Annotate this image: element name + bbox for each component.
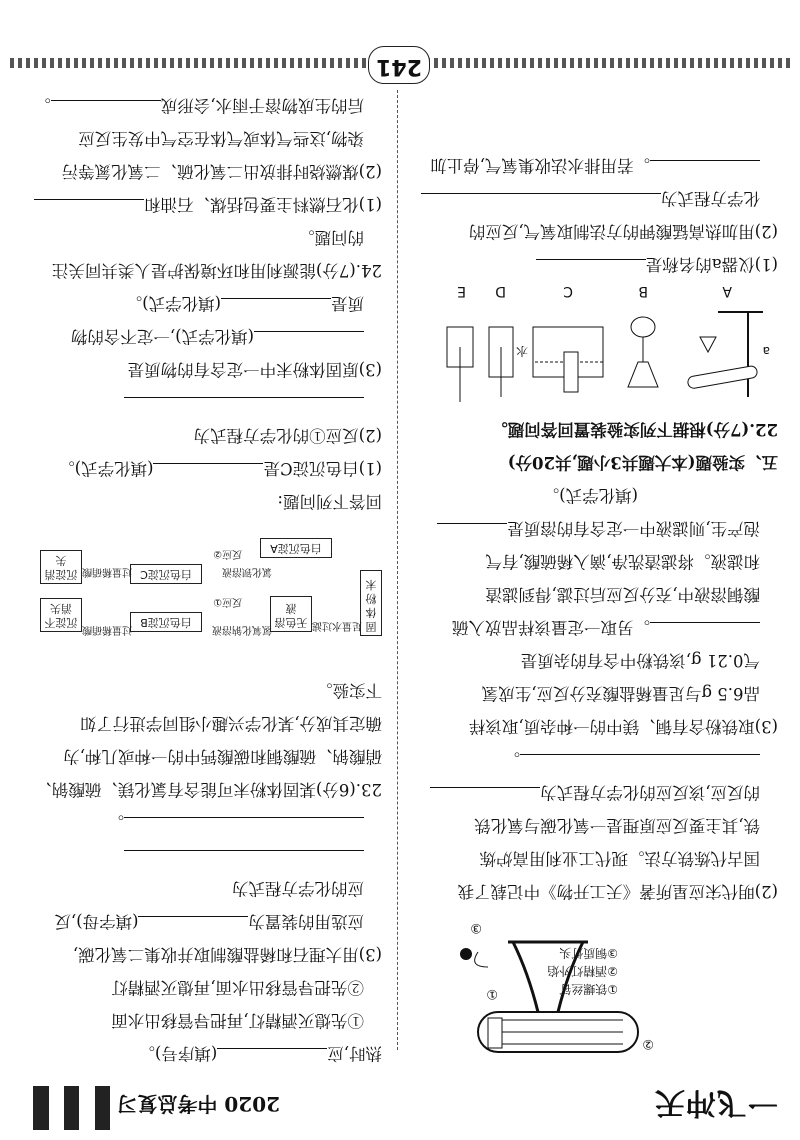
answer-blank[interactable] <box>217 1048 327 1067</box>
text-line: (2)明代宋应星所著《天工开物》中记载了我 <box>457 882 778 901</box>
text-line <box>410 182 778 215</box>
apparatus-label: E <box>457 283 466 299</box>
answer-blank[interactable] <box>51 100 161 119</box>
flowchart <box>22 526 382 666</box>
text-span: (填字母),反 <box>54 912 139 931</box>
flow-step: 过量稀硝酸 <box>82 624 132 635</box>
lamp-legend-item: ②酒精灯外焰 <box>547 964 618 978</box>
text-span: 。另取一定量该样品放入硫 <box>452 618 650 637</box>
answer-blank[interactable] <box>520 754 760 773</box>
text-line: 国古代炼铁方法。现代工业利用高炉炼 <box>479 849 760 868</box>
text-line <box>20 1037 382 1070</box>
text-line <box>20 320 382 353</box>
edition-label: 2020 中考总复习 <box>117 1092 280 1116</box>
text-line: 硝酸钠、硫酸铜和碳酸钙中的一种或几种,为 <box>63 747 382 766</box>
text-line <box>410 743 778 776</box>
text-line: 酸铜溶液中,充分反应后过滤,得到滤渣 <box>485 585 760 604</box>
text-span: (1)化石燃料主要包括煤、石油和 <box>144 195 382 214</box>
text-span: 。若用排水法收集氧气,停止加 <box>430 156 650 175</box>
page-header <box>0 1070 800 1140</box>
text-line: 确定其成分,某化学兴趣小组同学进行了如 <box>79 714 382 733</box>
apparatus-label: C <box>563 283 573 299</box>
text-span: 化学方程式为 <box>661 189 760 208</box>
text-line <box>20 806 382 839</box>
text-line: (2)煤燃烧时排放出二氧化硫、二氧化氮等污 <box>61 162 382 181</box>
flow-box: 无色溶液 <box>270 596 312 632</box>
text-line: (3)原固体粉末中一定含有的物质是 <box>127 360 382 379</box>
text-span: 应的化学方程式为 <box>232 879 364 898</box>
text-line <box>410 611 778 644</box>
text-line: 染物,这些气体或气体在空气中发生反应 <box>78 129 364 148</box>
section-title: 五、实验题(本大题共3小题,共20分) <box>507 453 778 472</box>
text-span: 。 <box>107 813 124 832</box>
page-footer <box>0 48 800 78</box>
text-line <box>20 287 382 320</box>
flow-box: 沉淀不消失 <box>40 598 82 632</box>
flow-step: 足量水过滤 <box>312 620 362 631</box>
text-line: ①先熄灭酒精灯,再把导管移出水面 <box>111 1011 364 1030</box>
answer-blank[interactable] <box>124 817 364 836</box>
text-span: (填化学式),一定不含的物 <box>70 327 254 346</box>
flow-step: 氯化钡溶液 <box>222 566 272 577</box>
apparatus-drawing <box>438 307 778 407</box>
lamp-legend <box>547 944 618 998</box>
answer-blank[interactable] <box>154 463 264 482</box>
text-span: (1)仪器a的名称是 <box>645 255 778 274</box>
column-divider <box>397 90 398 1050</box>
apparatus-label: A <box>722 283 732 299</box>
text-span: (填序号)。 <box>138 1044 218 1063</box>
text-span: 后的生成物溶于雨水,会形成 <box>160 96 364 115</box>
text-span: 应选用的装置为 <box>248 912 364 931</box>
lamp-mark-2: ② <box>642 1036 654 1051</box>
text-line: 气0.21 g,该铁粉中含有的杂质是 <box>520 651 760 670</box>
flow-box: 白色沉淀B <box>130 612 202 632</box>
text-span: (填化学式)。 <box>125 294 221 313</box>
flow-box: 沉淀消失 <box>40 550 82 584</box>
answer-blank[interactable] <box>430 787 540 806</box>
flow-step: 氢氧化钠溶液 <box>212 624 272 635</box>
flow-step: 过量稀硝酸 <box>82 566 132 577</box>
brand-logo: 一飞冲天 <box>654 1085 778 1120</box>
text-line: (3)取铁粉含有铜、镁中的一种杂质,取该样 <box>468 717 778 736</box>
text-line <box>20 905 382 938</box>
text-span: 的反应,该反应的化学方程式为 <box>540 783 760 802</box>
text-line <box>20 839 382 905</box>
answer-blank[interactable] <box>139 916 249 935</box>
text-line <box>20 89 382 122</box>
text-line: 回答下列问题: <box>277 492 382 511</box>
text-line: (2)用加热高锰酸钾的方法制取氧气,反应的 <box>468 222 778 241</box>
apparatus-label: B <box>638 283 648 299</box>
text-span: 热时,应 <box>327 1044 382 1063</box>
lamp-mark-3: ③ <box>470 920 482 935</box>
alcohol-lamp-figure <box>448 922 678 1062</box>
question-23: 23.(6分)某固体粉末可能含有氯化镁、硫酸钠、 <box>35 780 382 799</box>
flow-box: 白色沉淀C <box>130 564 202 584</box>
text-line <box>20 386 382 419</box>
lamp-mark-1: ① <box>486 986 498 1001</box>
answer-blank[interactable] <box>34 199 144 218</box>
apparatus-a-mark: a <box>762 344 770 358</box>
text-line: (填化学式)。 <box>542 486 638 505</box>
text-line <box>410 512 778 545</box>
checker-decoration <box>18 1086 110 1130</box>
answer-blank[interactable] <box>650 622 760 641</box>
text-span: (1)白色沉淀C是 <box>263 459 382 478</box>
answer-blank[interactable] <box>536 259 646 278</box>
answer-blank[interactable] <box>421 193 661 212</box>
text-line: 铁,其主要反应原理是一氧化碳与氧化铁 <box>474 816 760 835</box>
question-24: 24.(7分)能源利用和环境保护是人类共同关注 <box>51 261 382 280</box>
question-22: 22.(7分)根据下列实验装置回答问题。 <box>491 420 778 439</box>
text-line: 和滤液。将滤渣洗净,滴入稀硫酸,有气 <box>485 552 760 571</box>
lamp-legend-item: ①铁螺丝钉 <box>559 982 618 996</box>
text-span: 。 <box>34 96 51 115</box>
lamp-legend-item: ③铜质灯头 <box>559 946 618 960</box>
left-column <box>410 149 778 1070</box>
answer-blank[interactable] <box>124 850 364 869</box>
text-line <box>20 188 382 221</box>
text-line <box>410 149 778 182</box>
apparatus-water-mark: 水 <box>515 344 528 358</box>
flow-step: 反应② <box>213 548 242 559</box>
text-span: 泡产生,则滤液中一定含有的溶质是 <box>507 519 760 538</box>
text-line: 品6.5 g与足量稀盐酸充分反应,生成氢 <box>481 684 760 703</box>
text-line <box>410 776 778 809</box>
flow-step: 反应① <box>213 596 242 607</box>
text-line: ②先把导管移出水面,再熄灭酒精灯 <box>111 978 364 997</box>
text-line: (3)用大理石和稀盐酸制取并收集二氧化碳, <box>72 945 382 964</box>
answer-blank[interactable] <box>221 298 331 317</box>
text-line: 的问题。 <box>298 228 364 247</box>
answer-blank[interactable] <box>437 523 507 542</box>
answer-blank[interactable] <box>124 397 364 416</box>
answer-blank[interactable] <box>650 160 760 179</box>
text-line: 下实验。 <box>316 681 382 700</box>
text-span: (填化学式)。 <box>58 459 154 478</box>
apparatus-label: D <box>495 283 506 299</box>
text-line <box>20 452 382 485</box>
answer-blank[interactable] <box>254 331 364 350</box>
flow-start: 固体粉末 <box>360 570 382 636</box>
text-span: 。 <box>503 750 520 769</box>
text-line: (2)反应①的化学方程式为 <box>193 426 382 445</box>
flow-box: 白色沉淀A <box>260 538 332 558</box>
page-number: 241 <box>368 46 430 84</box>
apparatus-figure <box>438 283 778 407</box>
text-span: 质是 <box>331 294 364 313</box>
right-column <box>20 89 382 1070</box>
